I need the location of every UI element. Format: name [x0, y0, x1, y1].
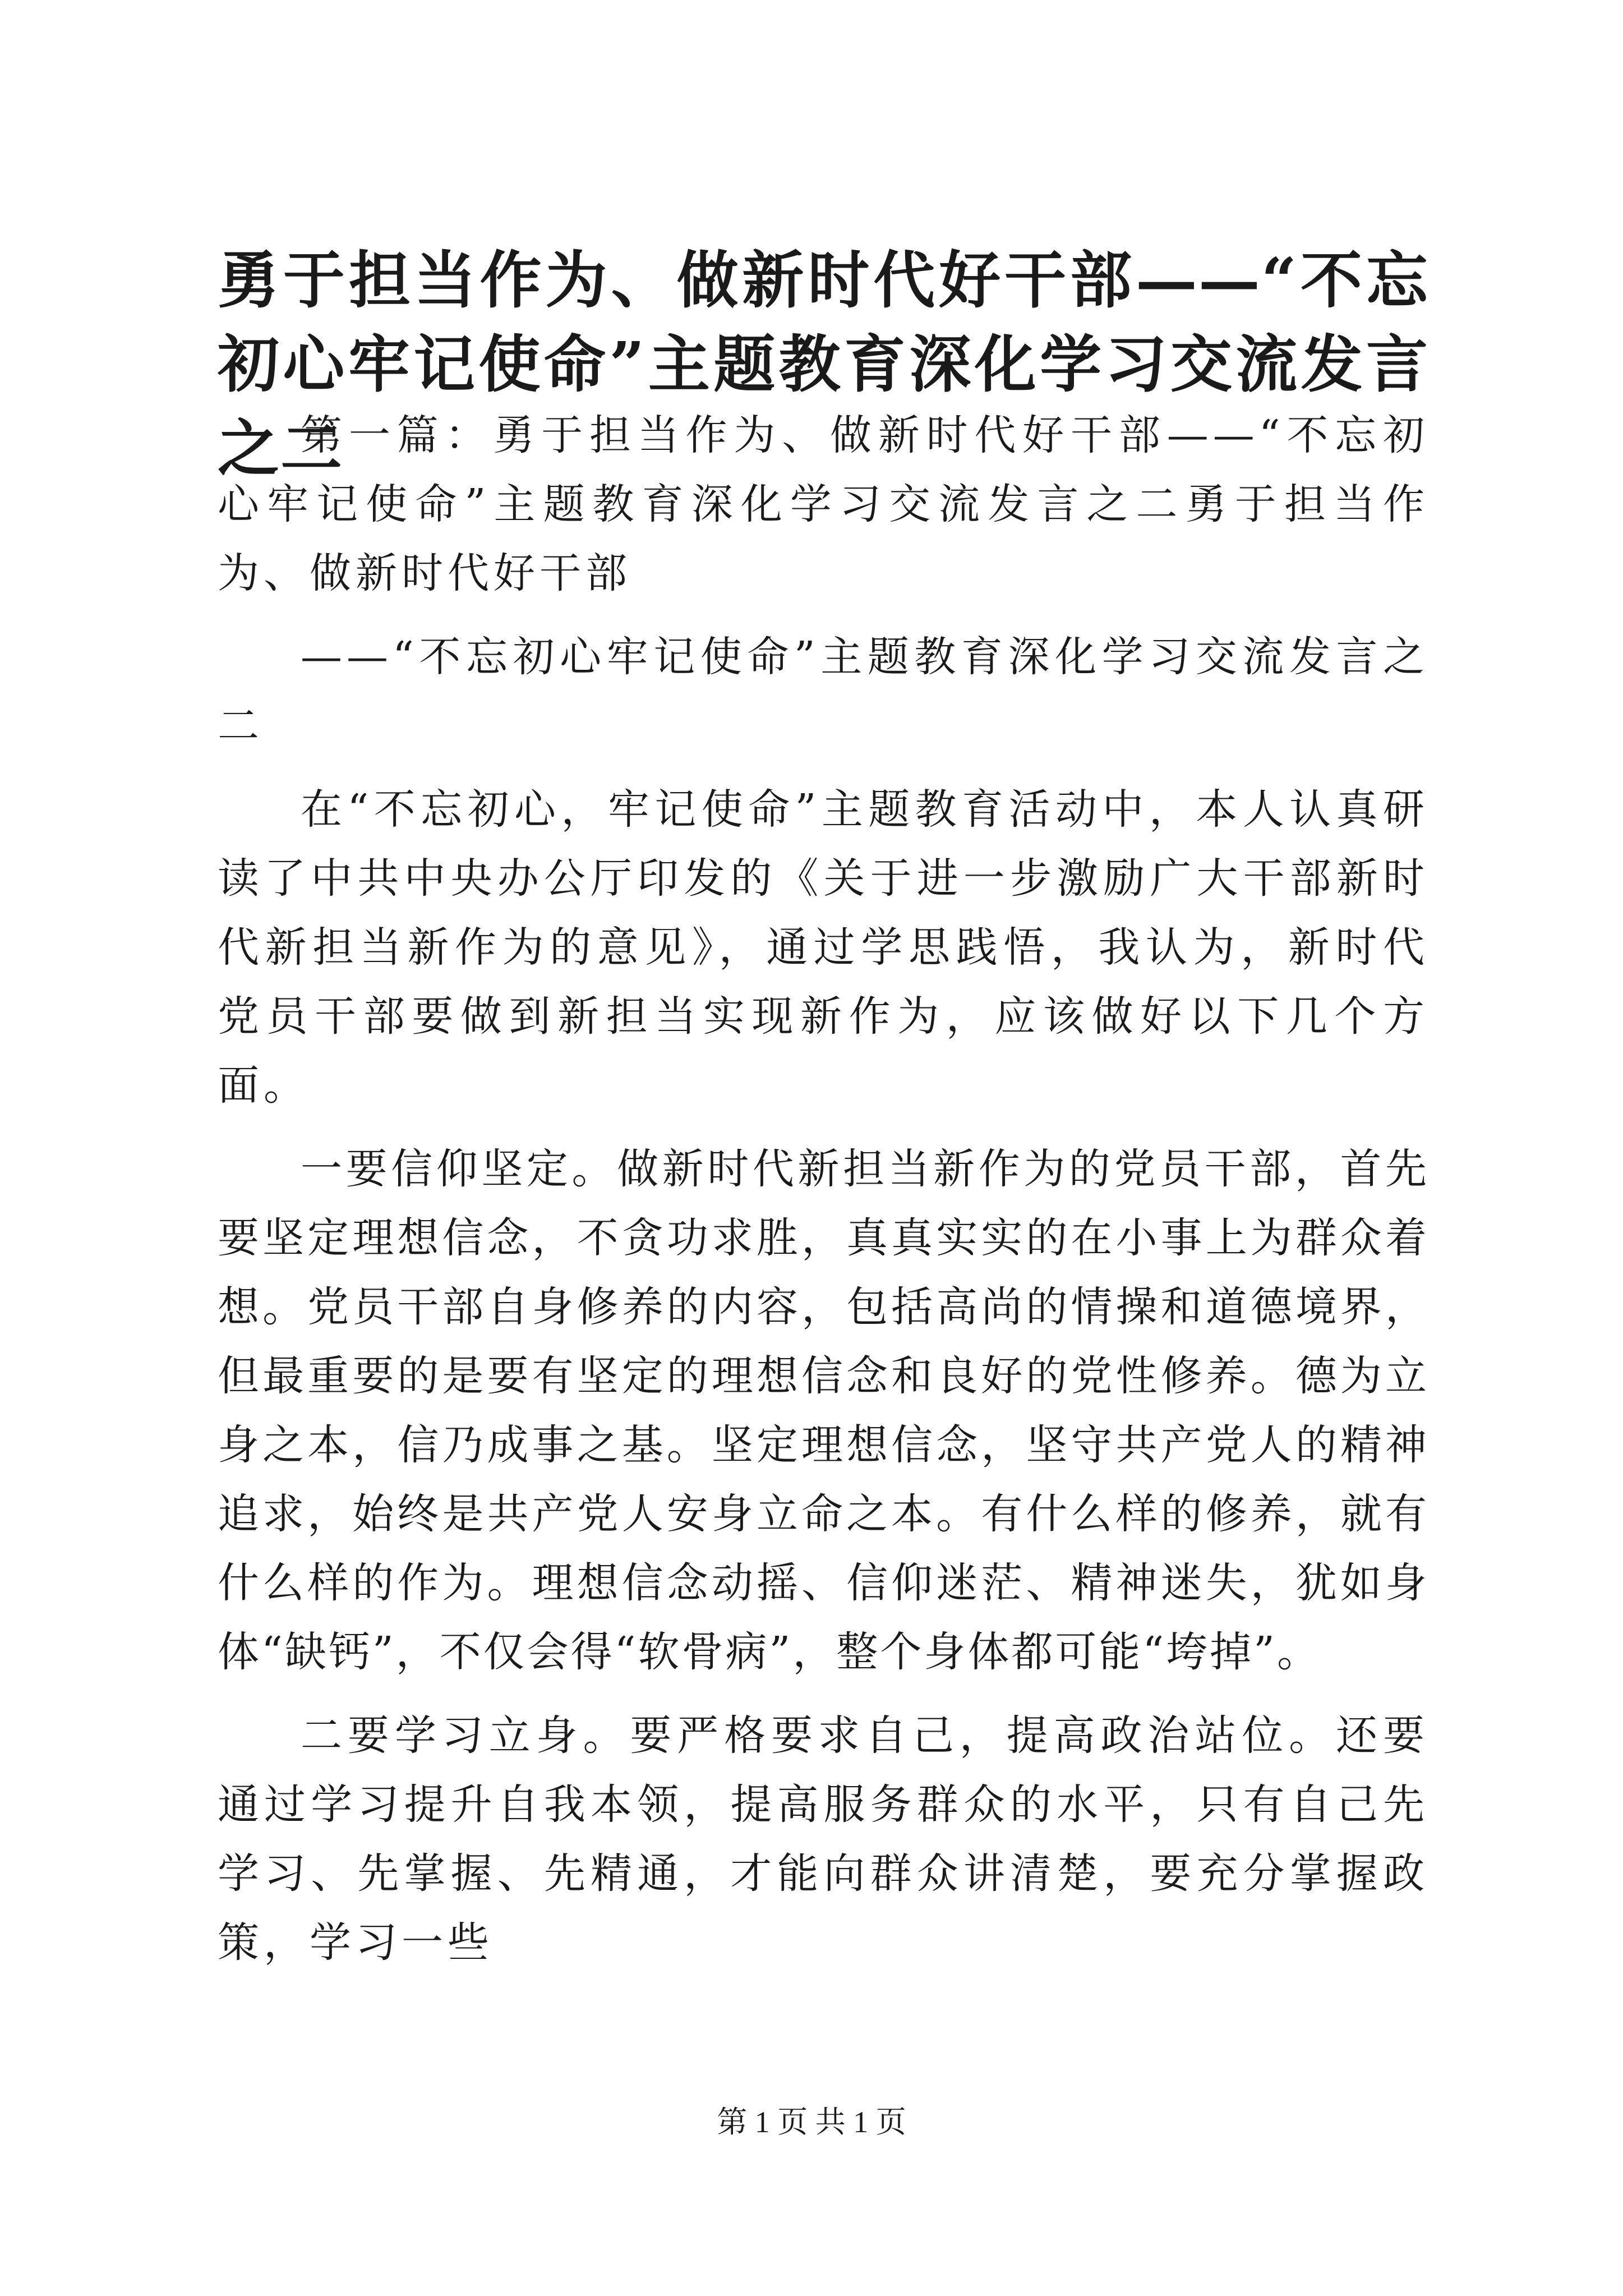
paragraph-3: 在“不忘初心，牢记使命”主题教育活动中，本人认真研读了中共中央办公厅印发的《关于进一步激励广大干部新时代新担当新作为的意见》，通过学思践悟，我认为，新时代党员干部要做到新担当实现新作为，应该做好以下几个方面。: [218, 785, 1429, 1110]
paragraph-2: ——“不忘初心牢记使命”主题教育深化学习交流发言之二: [218, 633, 1429, 750]
paragraph-5: 二要学习立身。要严格要求自己，提高政治站位。还要通过学习提升自我本领，提高服务群众的水平，只有自己先学习、先掌握、先精通，才能向群众讲清楚，要充分掌握政策，学习一些: [218, 1711, 1429, 1967]
paragraph-4: 一要信仰坚定。做新时代新担当新作为的党员干部，首先要坚定理想信念，不贪功求胜，真真实实的在小事上为群众着想。党员干部自身修养的内容，包括高尚的情操和道德境界，但最重要的是要有坚定的理想信念和良好的党性修养。德为立身之本，信乃成事之基。坚定理想信念，坚守共产党人的精神追求，始终是共产党人安身立命之本。有什么样的修养，就有什么样的作为。理想信念动摇、信仰迷茫、精神迷失，犹如身体“缺钙”，不仅会得“软骨病”，整个身体都可能“垮掉”。: [218, 1145, 1429, 1676]
page-footer: 第 1 页 共 1 页: [717, 2105, 906, 2139]
paragraph-1: 第一篇：勇于担当作为、做新时代好干部——“不忘初心牢记使命”主题教育深化学习交流发言之二勇于担当作为、做新时代好干部: [218, 411, 1429, 597]
document-title: 勇于担当作为、做新时代好干部——“不忘初心牢记使命”主题教育深化学习交流发言之二: [218, 244, 1429, 485]
document-body: [218, 401, 1429, 1992]
